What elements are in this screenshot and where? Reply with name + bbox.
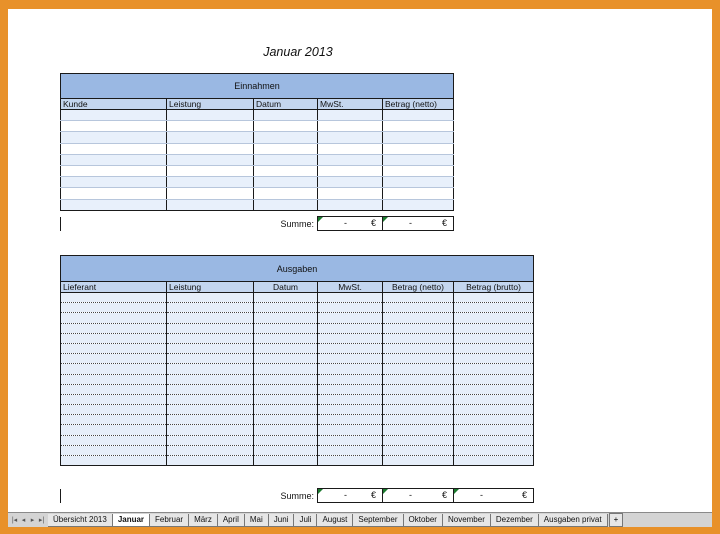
table-cell[interactable] [61,313,167,323]
table-cell[interactable] [383,374,454,384]
table-cell[interactable] [61,199,167,210]
table-cell[interactable] [318,188,383,199]
expense-col-leistung: Leistung [167,282,254,293]
table-cell[interactable] [318,313,383,323]
income-sum-mwst[interactable] [318,217,383,231]
table-cell[interactable] [167,177,254,188]
table-cell[interactable] [167,323,254,333]
table-cell[interactable] [61,323,167,333]
cell-comment-marker-icon [383,217,388,222]
table-row [61,323,534,333]
table-cell[interactable] [318,374,383,384]
sheet-tab[interactable]: Februar [150,514,189,527]
table-row [61,405,534,415]
table-cell[interactable] [254,177,318,188]
income-col-betrag-netto: Betrag (netto) [383,99,454,110]
table-cell[interactable] [383,343,454,353]
table-cell[interactable] [61,154,167,165]
table-cell[interactable] [167,165,254,176]
table-cell[interactable] [454,333,534,343]
table-row [61,333,534,343]
sum-currency: € [370,490,376,500]
sheet-tab[interactable]: März [189,514,218,527]
expense-sum-row [60,488,534,503]
table-cell[interactable] [167,374,254,384]
table-cell[interactable] [318,199,383,210]
table-cell[interactable] [454,293,534,303]
table-cell[interactable] [254,121,318,132]
table-cell[interactable] [61,333,167,343]
table-cell[interactable] [318,435,383,445]
table-cell[interactable] [318,425,383,435]
table-cell[interactable] [318,364,383,374]
table-cell[interactable] [454,323,534,333]
sum-currency: € [441,218,447,228]
table-cell[interactable] [318,354,383,364]
table-cell[interactable] [254,343,318,353]
table-cell[interactable] [167,121,254,132]
table-cell[interactable] [61,415,167,425]
table-cell[interactable] [254,333,318,343]
income-col-kunde: Kunde [61,99,167,110]
table-cell[interactable] [318,333,383,343]
table-cell[interactable] [383,425,454,435]
table-cell[interactable] [61,110,167,121]
table-cell[interactable] [167,154,254,165]
table-cell[interactable] [383,154,454,165]
table-cell[interactable] [318,303,383,313]
table-cell[interactable] [383,394,454,404]
table-cell[interactable] [454,343,534,353]
table-cell[interactable] [254,165,318,176]
expense-col-datum: Datum [254,282,318,293]
table-cell[interactable] [61,384,167,394]
sum-value: - [344,218,347,228]
table-cell[interactable] [61,405,167,415]
table-cell[interactable] [454,415,534,425]
table-cell[interactable] [383,303,454,313]
table-cell[interactable] [254,405,318,415]
table-cell[interactable] [454,354,534,364]
last-sheet-icon[interactable]: ▸| [38,517,45,524]
table-cell[interactable] [318,110,383,121]
sheet-tab[interactable]: Dezember [491,514,539,527]
table-cell[interactable] [254,313,318,323]
table-cell[interactable] [254,199,318,210]
table-row [61,303,534,313]
add-sheet-button[interactable]: + [609,513,624,527]
table-cell[interactable] [61,456,167,466]
table-cell[interactable] [167,143,254,154]
table-cell[interactable] [254,323,318,333]
sum-currency: € [370,218,376,228]
income-col-mwst: MwSt. [318,99,383,110]
table-row [61,415,534,425]
table-cell[interactable] [383,177,454,188]
table-cell[interactable] [61,165,167,176]
table-cell[interactable] [254,456,318,466]
table-cell[interactable] [318,343,383,353]
sheet-tab-bar [8,512,712,527]
table-cell[interactable] [383,188,454,199]
sheet-tab[interactable]: Mai [245,514,269,527]
sheet-tab[interactable]: Juni [269,514,295,527]
table-cell[interactable] [254,435,318,445]
expense-col-lieferant: Lieferant [61,282,167,293]
table-cell[interactable] [61,303,167,313]
table-cell[interactable] [167,293,254,303]
expense-table [60,255,534,466]
table-cell[interactable] [318,121,383,132]
table-cell[interactable] [61,143,167,154]
table-cell[interactable] [61,132,167,143]
table-cell[interactable] [254,384,318,394]
table-cell[interactable] [454,374,534,384]
next-sheet-icon[interactable]: ▸ [30,517,35,524]
table-cell[interactable] [254,293,318,303]
table-cell[interactable] [61,374,167,384]
table-cell[interactable] [61,343,167,353]
table-cell[interactable] [61,435,167,445]
table-cell[interactable] [383,199,454,210]
table-cell[interactable] [167,405,254,415]
sum-value: - [480,490,483,500]
table-cell[interactable] [383,110,454,121]
table-cell[interactable] [454,456,534,466]
table-cell[interactable] [254,154,318,165]
sheet-title: Januar 2013 [263,45,333,59]
table-cell[interactable] [167,354,254,364]
table-cell[interactable] [318,143,383,154]
sheet-nav-buttons [8,513,48,527]
table-cell[interactable] [254,364,318,374]
table-cell[interactable] [454,405,534,415]
table-row [61,445,534,455]
table-cell[interactable] [454,394,534,404]
table-cell[interactable] [454,364,534,374]
table-row [61,132,454,143]
expense-sum-netto[interactable] [383,489,454,503]
table-cell[interactable] [318,405,383,415]
cell-comment-marker-icon [383,489,388,494]
table-cell[interactable] [167,188,254,199]
first-sheet-icon[interactable]: |◂ [11,517,18,524]
sheet-tab[interactable]: April [218,514,245,527]
table-cell[interactable] [254,425,318,435]
table-cell[interactable] [318,165,383,176]
table-row [61,188,454,199]
table-row [61,313,534,323]
table-cell[interactable] [167,333,254,343]
table-row [61,154,454,165]
table-row [61,435,534,445]
table-cell[interactable] [254,188,318,199]
table-cell[interactable] [318,415,383,425]
table-cell[interactable] [61,445,167,455]
table-cell[interactable] [318,293,383,303]
table-cell[interactable] [318,323,383,333]
cell-comment-marker-icon [318,217,323,222]
cell-comment-marker-icon [318,489,323,494]
table-row [61,384,534,394]
table-cell[interactable] [61,354,167,364]
table-cell[interactable] [167,445,254,455]
expense-col-betrag-brutto: Betrag (brutto) [454,282,534,293]
table-row [61,121,454,132]
table-cell[interactable] [167,456,254,466]
prev-sheet-icon[interactable]: ◂ [21,517,26,524]
table-cell[interactable] [383,405,454,415]
table-row [61,343,534,353]
table-cell[interactable] [318,456,383,466]
sum-value: - [344,490,347,500]
table-row [61,110,454,121]
table-cell[interactable] [167,425,254,435]
table-cell[interactable] [254,143,318,154]
expense-sum-mwst[interactable] [318,489,383,503]
sheet-tab[interactable]: Oktober [404,514,443,527]
table-cell[interactable] [383,384,454,394]
table-cell[interactable] [167,384,254,394]
income-header: Einnahmen [61,74,454,99]
table-cell[interactable] [383,132,454,143]
spreadsheet-sheet[interactable] [8,9,712,512]
cell-comment-marker-icon [454,489,459,494]
sum-currency: € [441,490,447,500]
table-row [61,165,454,176]
table-cell[interactable] [167,303,254,313]
table-row [61,364,534,374]
table-cell[interactable] [254,415,318,425]
table-cell[interactable] [454,303,534,313]
table-row [61,143,454,154]
table-row [61,177,454,188]
table-row [61,425,534,435]
sheet-tab[interactable]: August [317,514,353,527]
income-col-datum: Datum [254,99,318,110]
table-cell[interactable] [254,110,318,121]
table-cell[interactable] [383,143,454,154]
table-cell[interactable] [167,364,254,374]
table-cell[interactable] [254,374,318,384]
table-row [61,199,454,210]
table-cell[interactable] [383,121,454,132]
table-cell[interactable] [61,188,167,199]
table-cell[interactable] [318,132,383,143]
table-cell[interactable] [383,333,454,343]
sum-value: - [409,218,412,228]
sum-currency: € [521,490,527,500]
table-cell[interactable] [318,177,383,188]
table-cell[interactable] [61,121,167,132]
table-cell[interactable] [254,303,318,313]
table-cell[interactable] [254,354,318,364]
table-cell[interactable] [61,425,167,435]
table-cell[interactable] [454,384,534,394]
table-cell[interactable] [318,384,383,394]
table-cell[interactable] [454,435,534,445]
table-cell[interactable] [167,415,254,425]
sheet-tab[interactable]: Juli [294,514,317,527]
expense-header: Ausgaben [61,256,534,282]
table-cell[interactable] [454,313,534,323]
table-cell[interactable] [383,323,454,333]
table-cell[interactable] [254,394,318,404]
table-cell[interactable] [454,425,534,435]
sum-value: - [409,490,412,500]
table-cell[interactable] [318,445,383,455]
table-row [61,394,534,404]
expense-sum-brutto[interactable] [454,489,534,503]
sheet-tab[interactable]: September [353,514,403,527]
table-cell[interactable] [383,415,454,425]
table-cell[interactable] [383,364,454,374]
table-cell[interactable] [61,177,167,188]
table-cell[interactable] [61,364,167,374]
table-cell[interactable] [383,354,454,364]
table-cell[interactable] [167,132,254,143]
table-cell[interactable] [318,394,383,404]
sheet-tab[interactable]: Ausgaben privat [539,514,608,527]
sheet-tab[interactable]: November [443,514,491,527]
income-sum-netto[interactable] [383,217,454,231]
table-cell[interactable] [61,293,167,303]
table-cell[interactable] [61,394,167,404]
table-row [61,456,534,466]
table-cell[interactable] [254,132,318,143]
income-col-leistung: Leistung [167,99,254,110]
expense-sum-label: Summe: [61,489,318,503]
table-cell[interactable] [167,343,254,353]
table-cell[interactable] [383,165,454,176]
table-cell[interactable] [254,445,318,455]
table-cell[interactable] [383,293,454,303]
table-cell[interactable] [167,435,254,445]
income-table [60,73,454,211]
table-cell[interactable] [167,313,254,323]
sheet-tab[interactable]: Januar [113,514,150,527]
table-row [61,293,534,303]
table-cell[interactable] [167,199,254,210]
expense-col-mwst: MwSt. [318,282,383,293]
table-cell[interactable] [454,445,534,455]
table-row [61,354,534,364]
table-cell[interactable] [383,456,454,466]
income-sum-row [60,216,454,231]
table-cell[interactable] [318,154,383,165]
income-sum-label: Summe: [61,217,318,231]
sheet-tab[interactable]: Übersicht 2013 [48,514,113,527]
table-row [61,374,534,384]
table-cell[interactable] [383,435,454,445]
table-cell[interactable] [383,313,454,323]
table-cell[interactable] [383,445,454,455]
table-cell[interactable] [167,394,254,404]
expense-col-betrag-netto: Betrag (netto) [383,282,454,293]
table-cell[interactable] [167,110,254,121]
